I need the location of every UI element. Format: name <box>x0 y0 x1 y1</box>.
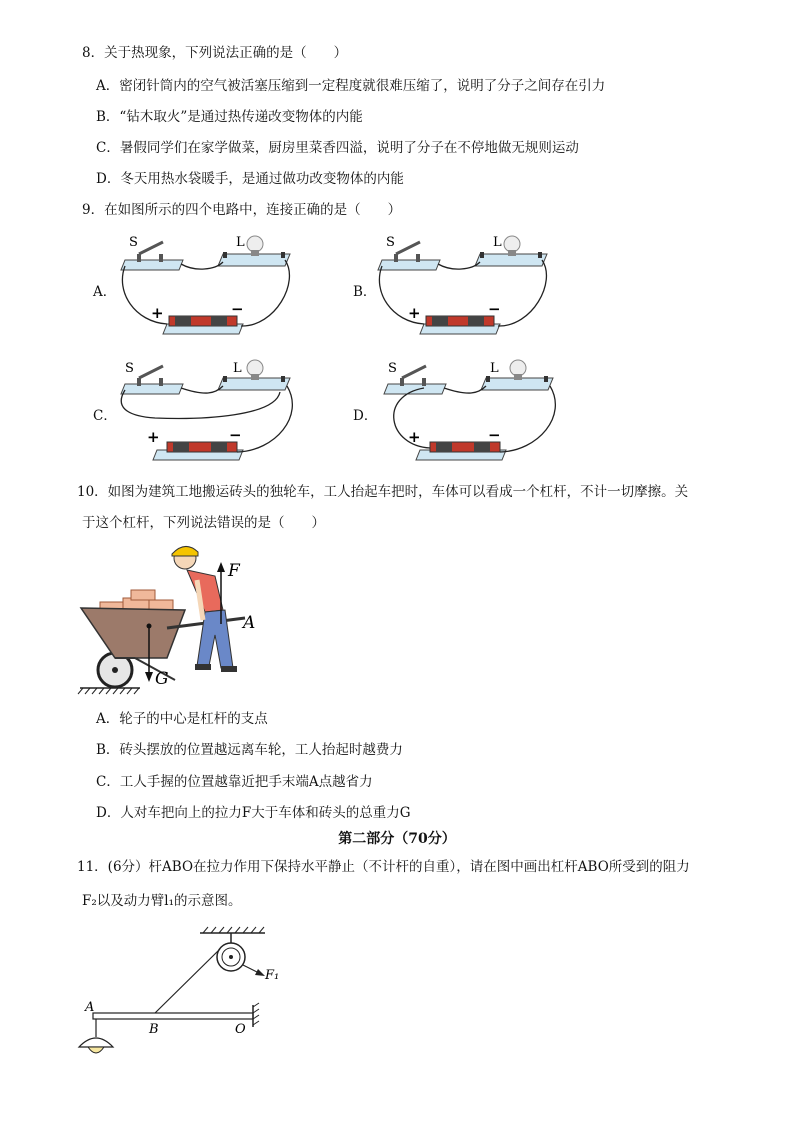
circuit-d-lamp-label: L <box>490 361 499 376</box>
q11-stem-line1: 11．(6分）杆ABO在拉力作用下保持水平静止（不计杆的自重），请在图中画出杠杆ABO所受到的阻力 <box>77 859 690 875</box>
circuit-c-option: C． <box>93 408 117 424</box>
q10-option-c: C．工人手握的位置越靠近把手末端A点越省力 <box>96 774 373 790</box>
q10-stem-line2: 于这个杠杆，下列说法错误的是（ ） <box>82 515 325 531</box>
circuit-b-switch-label: S <box>386 235 395 250</box>
q8-option-b: B．“钻木取火”是通过热传递改变物体的内能 <box>96 109 363 125</box>
section-2-title: 第二部分（70分） <box>338 831 456 847</box>
q10-option-a: A．轮子的中心是杠杆的支点 <box>96 711 268 727</box>
circuit-b-option: B． <box>353 284 377 300</box>
q10-option-d: D．人对车把向上的拉力F大于车体和砖头的总重力G <box>96 805 411 821</box>
lever-a-label: A <box>85 1000 95 1015</box>
q8-option-d: D．冬天用热水袋暖手，是通过做功改变物体的内能 <box>96 171 404 187</box>
circuit-b-lamp-label: L <box>493 235 502 250</box>
circuit-d-switch-label: S <box>388 361 397 376</box>
wheelbarrow-point-label: A <box>243 613 256 633</box>
q9-stem: 9．在如图所示的四个电路中，连接正确的是（ ） <box>82 202 402 218</box>
q8-option-c: C．暑假同学们在家学做菜，厨房里菜香四溢，说明了分子在不停地做无规则运动 <box>96 140 579 156</box>
circuit-a-plus: + <box>151 304 164 322</box>
circuit-a-minus: − <box>231 300 244 318</box>
circuit-d-option: D． <box>353 408 378 424</box>
circuit-b-minus: − <box>488 300 501 318</box>
circuit-b-figure <box>372 232 562 340</box>
circuit-a-lamp-label: L <box>236 235 245 250</box>
lever-o-label: O <box>235 1022 246 1037</box>
lever-b-label: B <box>149 1022 159 1037</box>
circuit-d-figure <box>378 356 568 464</box>
circuit-d-minus: − <box>488 426 501 444</box>
circuit-b-plus: + <box>408 304 421 322</box>
q10-stem-line1: 10．如图为建筑工地搬运砖头的独轮车，工人抬起车把时，车体可以看成一个杠杆，不计一切摩擦。关 <box>77 484 689 500</box>
circuit-a-option: A． <box>93 284 117 300</box>
circuit-c-lamp-label: L <box>233 361 242 376</box>
circuit-a-switch-label: S <box>129 235 138 250</box>
circuit-d-plus: + <box>408 428 421 446</box>
q8-stem: 8．关于热现象，下列说法正确的是（ ） <box>82 45 348 61</box>
lever-f1-label: F₁ <box>265 968 280 983</box>
wheelbarrow-figure <box>75 540 265 695</box>
q10-option-b: B．砖头摆放的位置越远离车轮，工人抬起时越费力 <box>96 742 403 758</box>
wheelbarrow-force-label: F <box>228 561 240 581</box>
circuit-a-figure <box>115 232 305 340</box>
q8-option-a: A．密闭针筒内的空气被活塞压缩到一定程度就很难压缩了，说明了分子之间存在引力 <box>96 78 606 94</box>
lever-figure <box>75 925 280 1065</box>
circuit-c-figure <box>115 356 305 464</box>
wheelbarrow-gravity-label: G <box>155 669 169 689</box>
circuit-c-plus: + <box>147 428 160 446</box>
circuit-c-switch-label: S <box>125 361 134 376</box>
q11-stem-line2: F₂以及动力臂l₁的示意图。 <box>82 893 242 909</box>
circuit-c-minus: − <box>229 426 242 444</box>
